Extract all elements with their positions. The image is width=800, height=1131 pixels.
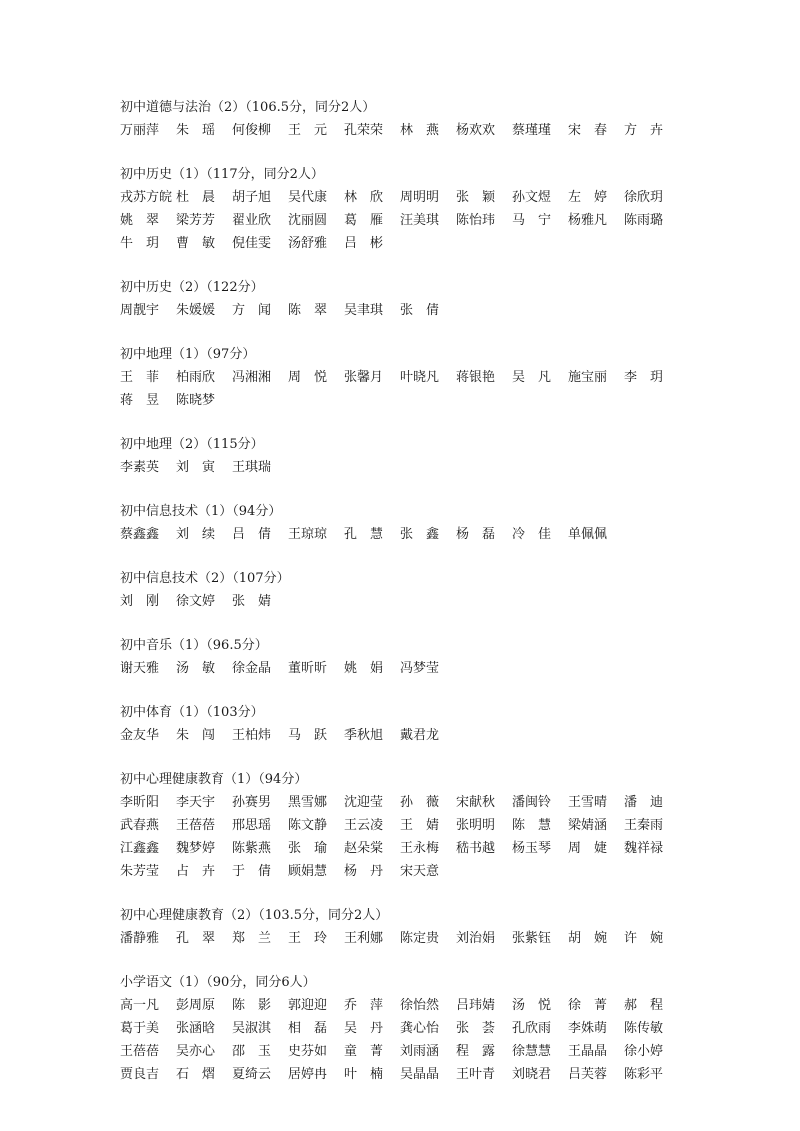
person-name: 梁芳芳 (176, 213, 216, 228)
person-name: 王 玲 (288, 931, 328, 946)
person-name: 石 熠 (176, 1067, 216, 1082)
person-name: 胡 婉 (568, 931, 608, 946)
person-name: 董昕昕 (288, 661, 328, 676)
person-name: 杨 丹 (344, 864, 384, 879)
section-heading: 初中信息技术（2）（107分） (120, 571, 290, 586)
person-name: 邵 玉 (232, 1044, 272, 1059)
person-name: 潘静雅 (120, 931, 160, 946)
person-name: 冯湘湘 (232, 370, 272, 385)
person-name: 葛于美 (120, 1021, 160, 1036)
person-name: 吴 凡 (512, 370, 552, 385)
person-name: 王琪瑞 (232, 460, 272, 475)
person-name: 王雪晴 (568, 795, 608, 810)
person-name: 夏绮云 (232, 1067, 272, 1082)
person-name: 蔡瑾瑾 (512, 123, 552, 138)
person-name: 倪佳雯 (232, 236, 272, 251)
section-heading: 初中音乐（1）（96.5分） (120, 638, 268, 653)
name-list (120, 791, 680, 883)
person-name: 汪美琪 (400, 213, 440, 228)
person-name: 叶晓凡 (400, 370, 440, 385)
name-list (120, 590, 680, 613)
person-name: 林 欣 (344, 190, 384, 205)
person-name: 顾娟慧 (288, 864, 328, 879)
person-name: 徐金晶 (232, 661, 272, 676)
person-name: 杨玉琴 (512, 841, 552, 856)
person-name: 刘雨涵 (400, 1044, 440, 1059)
person-name: 谢天雅 (120, 661, 160, 676)
person-name: 朱 闯 (176, 728, 216, 743)
person-name: 马 跃 (288, 728, 328, 743)
section-heading: 初中地理（1）（97分） (120, 347, 256, 362)
person-name: 王永梅 (400, 841, 440, 856)
person-name: 王柏炜 (232, 728, 272, 743)
person-name: 吕 彬 (344, 236, 384, 251)
award-section (120, 904, 680, 950)
person-name: 冯梦莹 (400, 661, 440, 676)
person-name: 张 倩 (400, 303, 440, 318)
person-name: 季秋旭 (344, 728, 384, 743)
person-name: 戎苏方皖 (120, 190, 173, 205)
person-name: 徐文婷 (176, 594, 216, 609)
name-list (120, 994, 680, 1086)
award-section (120, 343, 680, 412)
person-name: 居婷冉 (288, 1067, 328, 1082)
person-name: 赵朵棠 (344, 841, 384, 856)
person-name: 龚心怡 (400, 1021, 440, 1036)
person-name: 叶 楠 (344, 1067, 384, 1082)
person-name: 李昕阳 (120, 795, 160, 810)
person-name: 徐慧慧 (512, 1044, 552, 1059)
person-name: 吴淑淇 (232, 1021, 272, 1036)
person-name: 张 荟 (456, 1021, 496, 1036)
person-name: 王蓓蓓 (120, 1044, 160, 1059)
person-name: 潘闽铃 (512, 795, 552, 810)
person-name: 宋天意 (400, 864, 440, 879)
person-name: 王 元 (288, 123, 328, 138)
person-name: 柏雨欣 (176, 370, 216, 385)
person-name: 王琼琼 (288, 527, 328, 542)
name-list (120, 724, 680, 747)
person-name: 吴聿琪 (344, 303, 384, 318)
person-name: 周 悦 (288, 370, 328, 385)
person-name: 刘 续 (176, 527, 216, 542)
person-name: 施宝丽 (568, 370, 608, 385)
person-name: 王 婧 (400, 818, 440, 833)
name-list (120, 523, 680, 546)
person-name: 陈怡玮 (456, 213, 496, 228)
person-name: 吕芙蓉 (568, 1067, 608, 1082)
person-name: 乔 萍 (344, 998, 384, 1013)
person-name: 宋 春 (568, 123, 608, 138)
person-name: 吴代康 (288, 190, 328, 205)
person-name: 张 鑫 (400, 527, 440, 542)
person-name: 陈彩平 (624, 1067, 664, 1082)
name-list (120, 119, 680, 142)
award-section (120, 276, 680, 322)
person-name: 孔荣荣 (344, 123, 384, 138)
person-name: 史芬如 (288, 1044, 328, 1059)
person-name: 汤 悦 (512, 998, 552, 1013)
person-name: 潘 迪 (624, 795, 664, 810)
person-name: 宋献秋 (456, 795, 496, 810)
person-name: 陈晓梦 (176, 393, 216, 408)
name-list (120, 927, 680, 950)
section-heading: 初中地理（2）（115分） (120, 437, 264, 452)
person-name: 高一凡 (120, 998, 160, 1013)
person-name: 孙赛男 (232, 795, 272, 810)
person-name: 朱 瑶 (176, 123, 216, 138)
person-name: 李天宇 (176, 795, 216, 810)
person-name: 陈文静 (288, 818, 328, 833)
person-name: 孔欣雨 (512, 1021, 552, 1036)
person-name: 张 瑜 (288, 841, 328, 856)
award-section (120, 701, 680, 747)
award-section (120, 567, 680, 613)
award-section (120, 768, 680, 883)
section-heading: 初中心理健康教育（2）（103.5分，同分2人） (120, 908, 389, 923)
person-name: 郑 兰 (232, 931, 272, 946)
person-name: 周明明 (400, 190, 440, 205)
person-name: 吴 丹 (344, 1021, 384, 1036)
person-name: 何俊柳 (232, 123, 272, 138)
person-name: 胡子旭 (232, 190, 272, 205)
person-name: 魏祥禄 (624, 841, 664, 856)
person-name: 马 宁 (512, 213, 552, 228)
section-heading: 初中历史（2）（122分） (120, 280, 264, 295)
person-name: 陈 影 (232, 998, 272, 1013)
person-name: 江鑫鑫 (120, 841, 160, 856)
person-name: 许 婉 (624, 931, 664, 946)
person-name: 吴亦心 (176, 1044, 216, 1059)
person-name: 刘 刚 (120, 594, 160, 609)
name-list (120, 299, 680, 322)
person-name: 徐欣玥 (624, 190, 664, 205)
person-name: 张明明 (456, 818, 496, 833)
person-name: 杜 晨 (176, 190, 216, 205)
person-name: 程 露 (456, 1044, 496, 1059)
person-name: 戴君龙 (400, 728, 440, 743)
person-name: 左 婷 (568, 190, 608, 205)
person-name: 张涵晗 (176, 1021, 216, 1036)
person-name: 吕 倩 (232, 527, 272, 542)
person-name: 陈紫燕 (232, 841, 272, 856)
person-name: 张馨月 (344, 370, 384, 385)
document-body (120, 96, 680, 1107)
person-name: 牛 玥 (120, 236, 160, 251)
person-name: 周靓宇 (120, 303, 160, 318)
person-name: 王蓓蓓 (176, 818, 216, 833)
person-name: 王云凌 (344, 818, 384, 833)
person-name: 刘治娟 (456, 931, 496, 946)
person-name: 曹 敏 (176, 236, 216, 251)
person-name: 冷 佳 (512, 527, 552, 542)
award-section (120, 971, 680, 1086)
person-name: 黑雪娜 (288, 795, 328, 810)
person-name: 万丽萍 (120, 123, 160, 138)
person-name: 单佩佩 (568, 527, 608, 542)
person-name: 王叶青 (456, 1067, 496, 1082)
person-name: 林 燕 (400, 123, 440, 138)
person-name: 翟业欣 (232, 213, 272, 228)
person-name: 李素英 (120, 460, 160, 475)
person-name: 魏梦婷 (176, 841, 216, 856)
person-name: 陈定贵 (400, 931, 440, 946)
person-name: 孙 薇 (400, 795, 440, 810)
person-name: 邢思瑶 (232, 818, 272, 833)
person-name: 汤舒雅 (288, 236, 328, 251)
person-name: 张 婧 (232, 594, 272, 609)
person-name: 彭周原 (176, 998, 216, 1013)
person-name: 吕玮婧 (456, 998, 496, 1013)
person-name: 蒋 昱 (120, 393, 160, 408)
section-heading: 初中体育（1）（103分） (120, 705, 264, 720)
person-name: 郭迎迎 (288, 998, 328, 1013)
person-name: 蔡鑫鑫 (120, 527, 160, 542)
person-name: 于 倩 (232, 864, 272, 879)
person-name: 相 磊 (288, 1021, 328, 1036)
section-heading: 初中心理健康教育（1）（94分） (120, 772, 308, 787)
person-name: 嵇书越 (456, 841, 496, 856)
person-name: 徐 菁 (568, 998, 608, 1013)
person-name: 王 菲 (120, 370, 160, 385)
person-name: 刘晓君 (512, 1067, 552, 1082)
person-name: 孔 翠 (176, 931, 216, 946)
person-name: 徐怡然 (400, 998, 440, 1013)
person-name: 周 婕 (568, 841, 608, 856)
person-name: 姚 翠 (120, 213, 160, 228)
person-name: 李 玥 (624, 370, 664, 385)
award-section (120, 96, 680, 142)
person-name: 张 颖 (456, 190, 496, 205)
person-name: 沈迎莹 (344, 795, 384, 810)
person-name: 徐小婷 (624, 1044, 664, 1059)
person-name: 王晶晶 (568, 1044, 608, 1059)
person-name: 武春燕 (120, 818, 160, 833)
person-name: 孙文煜 (512, 190, 552, 205)
person-name: 朱媛媛 (176, 303, 216, 318)
person-name: 金友华 (120, 728, 160, 743)
section-heading: 小学语文（1）（90分，同分6人） (120, 975, 316, 990)
person-name: 杨雅凡 (568, 213, 608, 228)
person-name: 陈传敏 (624, 1021, 664, 1036)
person-name: 杨欢欢 (456, 123, 496, 138)
person-name: 王秦雨 (624, 818, 664, 833)
section-heading: 初中历史（1）（117分，同分2人） (120, 167, 324, 182)
person-name: 梁婧涵 (568, 818, 608, 833)
person-name: 吴晶晶 (400, 1067, 440, 1082)
person-name: 占 卉 (176, 864, 216, 879)
section-heading: 初中信息技术（1）（94分） (120, 504, 282, 519)
section-heading: 初中道德与法治（2）（106.5分，同分2人） (120, 100, 376, 115)
person-name: 方 卉 (624, 123, 664, 138)
person-name: 陈 慧 (512, 818, 552, 833)
award-section (120, 433, 680, 479)
person-name: 杨 磊 (456, 527, 496, 542)
person-name: 孔 慧 (344, 527, 384, 542)
name-list (120, 186, 680, 255)
person-name: 童 菁 (344, 1044, 384, 1059)
person-name: 郝 程 (624, 998, 664, 1013)
person-name: 李姝萌 (568, 1021, 608, 1036)
person-name: 张紫钰 (512, 931, 552, 946)
person-name: 汤 敏 (176, 661, 216, 676)
person-name: 沈丽圆 (288, 213, 328, 228)
person-name: 姚 娟 (344, 661, 384, 676)
person-name: 朱芳莹 (120, 864, 160, 879)
name-list (120, 366, 680, 412)
award-section (120, 634, 680, 680)
award-section (120, 500, 680, 546)
person-name: 蒋银艳 (456, 370, 496, 385)
person-name: 王利娜 (344, 931, 384, 946)
person-name: 陈雨璐 (624, 213, 664, 228)
person-name: 葛 雁 (344, 213, 384, 228)
award-section (120, 163, 680, 255)
person-name: 刘 寅 (176, 460, 216, 475)
person-name: 贾良吉 (120, 1067, 160, 1082)
name-list (120, 657, 680, 680)
person-name: 方 闻 (232, 303, 272, 318)
person-name: 陈 翠 (288, 303, 328, 318)
name-list (120, 456, 680, 479)
